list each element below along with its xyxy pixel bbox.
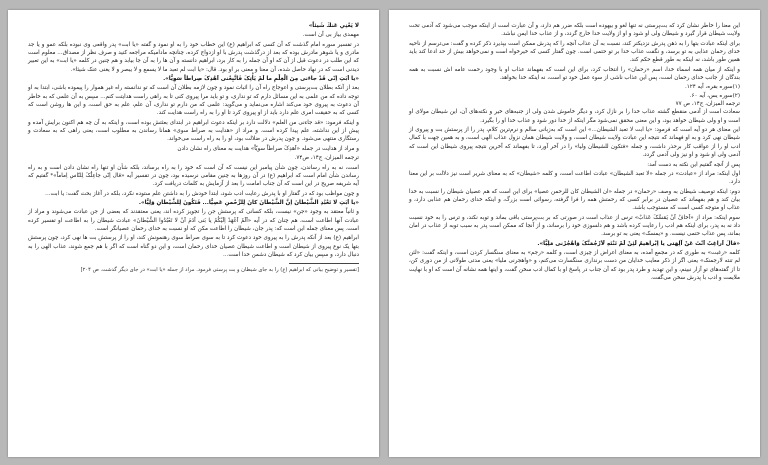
body-paragraph: پس از آنچه گفتیم این نکته به دست آمد: <box>647 161 740 168</box>
footnote: (۱)سوره بقره، آیه ۱۲۴. <box>684 84 740 91</box>
body-paragraph: ترجمه المیزان، ج۱۴، ص۷۴. <box>294 155 359 162</box>
footnote-divider <box>289 263 359 264</box>
body-paragraph: و چون مواظب بود که در گفتار او با پدرش رعایت ادب شود، ابتدا خودش را به داشتن علم ستوده نکرد، بلکه در آغاز بحث گفت: یا ابت... <box>45 190 359 197</box>
quranic-quote: لا يَعْنِي عَنكَ شَيئاً» <box>308 23 359 29</box>
footnote: (۲)سوره یس، آیه ۶۰. <box>689 92 740 99</box>
book-spread <box>8 10 760 457</box>
quranic-quote: «یا اَبَتِ لا تَعْبُدِ الشَّیْطانَ اِنَّ الشَّیْطانَ کانَ لِلرَّحْمنِ عَصِیًّا... فَتَکُونَ لِلشَّیْطانِ وَلِیًّا». <box>138 199 359 206</box>
right-page <box>389 10 760 457</box>
body-paragraph: برای اینکه عبادت بتها را به ذهن پدرش نزدیکتر کند، نسبت به آن عذاب آنچه را که پدرش ممکن است بپذیرد ذکر کرده و گفت: می‌ترسم از ناحیه خدای رحمان عذابی به تو برسد، و نگفت عذاب خدا بر تو حتمی است. چون گفتار کسی که خیرخواه است و نمی‌خواهد بیش از حد ادعا کند باید همین طور باشد، نه اینکه به طور قطع حکم کند. <box>409 40 740 64</box>
quranic-quote: «قالَ اَراغِبٌ اَنْتَ عَنْ آلِهَتی یا اِبْراهیمُ لَئِنْ لَمْ تَنْتَهِ لَاَرْجُمَنَّکَ وَاهْجُرْنی مَلِیًّا». <box>537 240 740 247</box>
body-paragraph: کلمه «رغبت» به طوری که در مجمع آمده، به معنای اعراض از چیزی است، و کلمه «رجم» به معنای سنگسار کردن است، و اینکه گفت: «لئن لم تنته لارجمنک» یعنی اگر از ذکر معایب خدایان من دست برنداری سنگسارت می‌کنم، و «واهجرنی ملیا» یعنی مدتی طولانی از من دوری کن، تا از گفته‌های تو آزار نبینم، و این تهدید و طرد پدر بود که آن جناب در پاسخ او با کمال ادب سخن گفت، و اینها همه نشانه آن است که او با نهایت ملایمت و ادب با پدرش سخن می‌گفت. <box>409 249 740 281</box>
body-paragraph: دوم: اینکه توصیف شیطان به وصف «رحمان» در جمله «ان الشیطان کان للرحمن عصیا» برای این است که هم عصیان شیطان را نسبت به خدا بیان کند و هم بفهماند که عصیان در برابر کسی که رحمتش همه را فرا گرفته، رسوائی است بزرگ، و اینکه خدای رحمان هم عذابی دارد، و عذاب او متوجه کسی است که مستوجب باشد. <box>409 188 740 212</box>
body-paragraph: و ثانیاً معتقد به وجود «جن» نیست، بلکه کسانی که پرستش جن را تجویز کرده اند، یعنی معتقدند که بعضی از جن عبادت می‌شوند و مراد از عبادت آنها اطاعت است، هم چنان که در آیه «اَلَمْ اَعْهَدْ اِلَیْکُمْ یا بَنی آدَمَ اَنْ لا تَعْبُدُوا الشَّیْطانَ» عبادت شیطان را به اطاعت او تفسیر کرده است. پس معنای جمله این است که: پدر جان، شیطان را اطاعت مکن که او نسبت به خدای رحمان عصیانگر است. <box>28 209 359 232</box>
body-paragraph: است، نه به راه رساندن، چون شأن پیامبر این نیست که آن است که خود را به راه برساند، بلکه شأن او تنها راه نشان دادن است و به راه رساندن شأن امام است که ابراهیم (ع) در آن روزها به چنین مقامی نرسیده بود، چون در تفسیر آیه «قال اِنّی جاعِلُکَ لِلنّاسِ اِماماً»* گفتیم که آیه شریفه صریح در این است که آن جناب امامت را بعد از آزمایش به کلمات دریافت کرد. <box>28 164 359 188</box>
body-paragraph: سعادت است از آدمی منقطع گشته عذاب خدا را بر نازل کرد، و دیگر خاموش شدن ولی از جنبه‌های خیر و نکته‌های آن، این شیطان مولای او است و او ولی شیطان خواهد بود، و این معنی محقق نمی‌شود مگر اینکه از خدا دور شود و عذاب خدا او را بگیرد. <box>409 109 740 124</box>
body-paragraph: ابراهیم (ع) بعد از آنکه پدرش را به پیروی خود دعوت کرد تا به سوی صراط سوی رهنمونش کند، او را از پرستش بت ها نهی کرد، چون پرستش بتها یک نوع پیروی از شیطان است و اطاعت شیطان عصیان خدای رحمان است، و این دو گناه است که اگر با هم جمع شوند، عذاب الهی را به دنبال دارد، و سپس بیان کرد که شیطان دشمن خدا است... <box>28 235 359 258</box>
footnote: [تفسیر و توضیح بیانی که ابراهیم (ع) را به جای شیطان و بت پرستی فرمود. مراد از جمله «یا ابت» در جای دیگر گذشت. ص ۲۰۴] <box>80 267 359 274</box>
quranic-quote: «یا اَبَتِ اِنّی قَدْ جاءَنی مِنَ الْعِلْمِ ما لَمْ یَأْتِکَ فَاتَّبِعْنی اَهْدِکَ صِراطاً سَوِیًّا». <box>163 76 359 83</box>
body-paragraph: مهمدی بیاز بی آن است. <box>302 32 359 39</box>
left-page <box>8 10 379 457</box>
footnote: ترجمه المیزان، ج۱۴، ص ۷۷ <box>675 101 740 108</box>
body-paragraph: سوم اینکه: مراد از «اَخافُ اَنْ یَمَسَّکَ عَذابٌ» ترس از عذاب است در صورتی که بر بت‌پرستی باقی بماند و توبه نکند، و ترس را به خود نسبت داد نه به پدر، برای اینکه هم ادب را رعایت کرده باشد و هم دلسوزی خود را برساند، و از آنجا که ممکن است پدر به سبب توبه از عذاب در امان بماند، پس عذاب حتمی نیست. و «یمسک» یعنی به تو برسد. <box>409 214 740 238</box>
body-paragraph: و مراد از هدایت در جمله «اَهدِکَ صراطاً سویّاً» هدایت به معنای راه نشان دادن <box>177 145 359 152</box>
body-paragraph: اول اینکه: مراد از «عبادت» در جمله «لا تعبد الشیطان» عبادت اطاعت است، و کلمه «شیطان» که به معنای شریر است نیز دلالت بر این معنا دارد. <box>409 170 740 186</box>
body-paragraph: در تفسیر سوره امام گذشت که آن کسی که ابراهیم (ع) این خطاب خود را به او نمود و گفته «یا ابت» پدر واقعی وی نبوده بلکه عمو و یا جد مادری و یا شوهر مادرش بوده که بعد از درگذشت پدرش با او ازدواج کرده، چنانچه مادامیکه مراجعه کنید و صرف نظر از مصداق... معلوم است که این طلب در دعوت قبل از آن که او آن جمله را به کار برد، ابراهیم دانسته و آن ها را به آن جا بیابد و هم چنین در کلمه «یا ابت» به این تعبیر دیدنی است که در نهاد حاصل شده، آن معنا و معنی بر او بود. قال: «یا ابت لم تعبد ما لا یسمع و لا یبصر و لا یغنی عنک شیئا». <box>28 41 359 73</box>
body-paragraph: این معنا را خاطر نشان کرد که بت‌پرستی نه تنها لغو و بیهوده است بلکه ضرر هم دارد، و آن عبارت است از اینکه موجب می‌شود که آدمی تحت ولایت شیطان قرار گیرد و شیطان ولی او شود و او از ولایت خدا خارج گردد، و از عذاب خدا ایمن نباشد. <box>409 23 740 38</box>
body-paragraph: این معنای هر دو آیه است که فرمود: «یا ابت لا تعبد الشیطان...» این است که به‌زبانی سالم و نرم‌ترین کلام، پدر را از پرستش بت و پیروی از شیطان نهی کرد و به او فهماند که نتیجه این عبادت ولایت شیطان است، و ولایت شیطان همان نزول عذاب الهی است، و به همین جهت با کمال ادب او را از عواقب کار برحذر داشت، و جمله «فتکون للشیطان ولیا» را در آخر آورد، تا بفهماند که آخرین نتیجه پیروی شیطان این است که آدمی ولی او شود و او نیز ولی آدمی گردد. <box>409 127 740 159</box>
body-paragraph: و اینکه از میان همه اسماء خدا، اسم «رحمان» را انتخاب کرد، برای این است که بفهماند عذاب او با وجود رحمت عامه اش نسبت به همه بندگان از جانب خدای رحمان است، پس این عذاب ناشی از سوء عمل خود تو است، نه اینکه خدا بخواهد. <box>409 66 740 82</box>
body-paragraph: بعد از آنکه بطلان بت‌پرستی و اعوجاج راه آن را اثبات نمود و چون لازمه بطلان آن است که تو ندانسته راه غیر هموار را پیموده باشی، ابتدا به او توجه داده که من علمی به این مسائل دارم که تو نداری، و تو باید مرا پیروی کنی تا به راهی راست هدایتت کنم... سپس به آن علمی که به خاطر آن دعوت به پیروی خود می‌کند اشاره می‌نماید و می‌گوید: علمی که من دارم تو نداری، آن علم، علم به حق است، و این ها روشن است که کسی که به حقیقت امری علم دارد باید از او پیروی کرد تا او را به راه راست هدایت کند. <box>28 85 359 117</box>
body-paragraph: و اینکه فرمود: «قد جاءنی من العلم» دلالت دارد بر اینکه دعوت ابراهیم در ابتدای بعثتش بوده است، و اینکه به آن چه هم اکنون برایش آمده و پیش از این نداشته، علم پیدا کرده است. و مراد از «هدایت به صراط سوی» همانا رساندن به مطلوب است، یعنی راهی که به سعادت و رستگاری منتهی می‌شود. و چون پدرش در ضلالت بود، او را به راه راست می‌خواند. <box>28 119 359 143</box>
